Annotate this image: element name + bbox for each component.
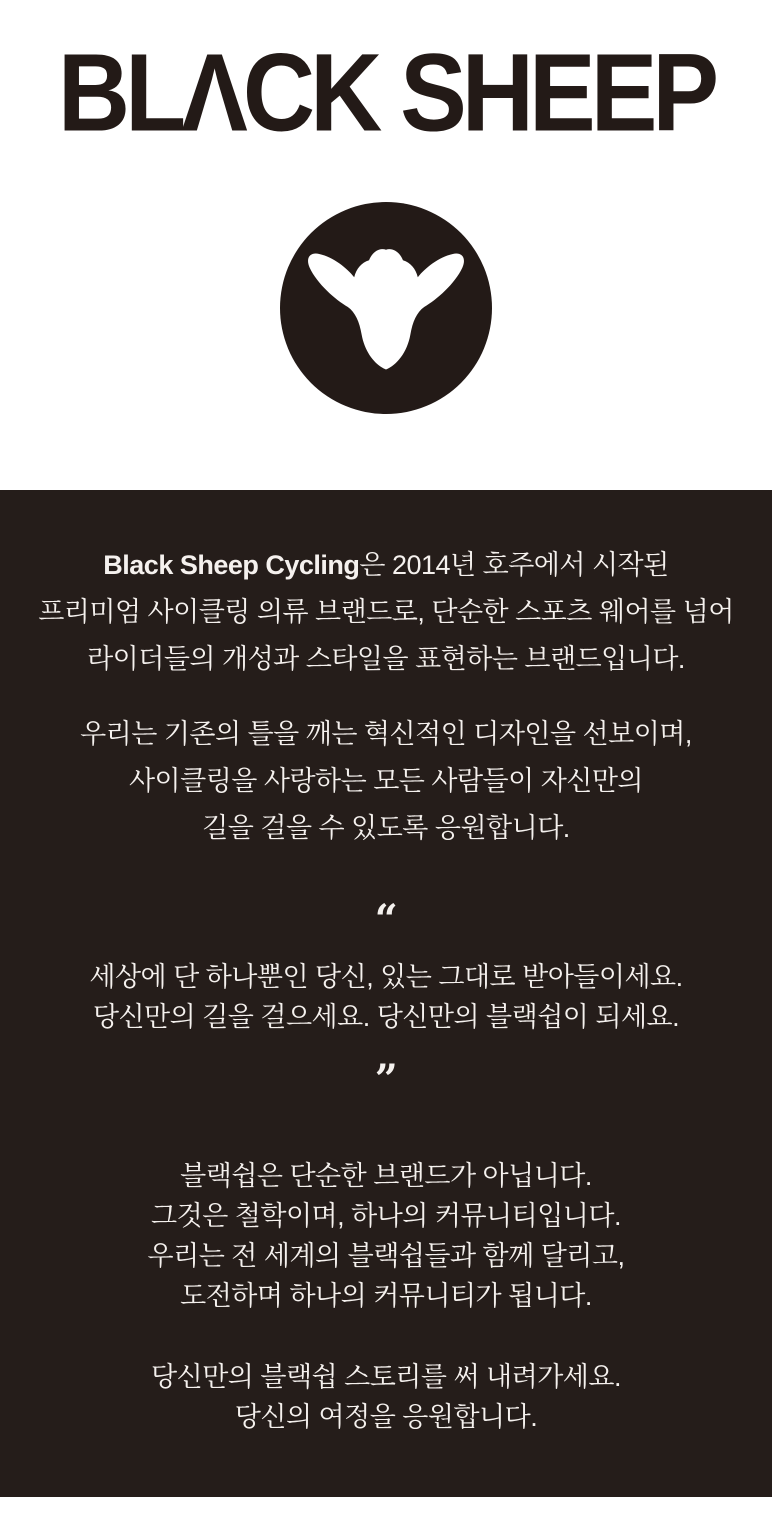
community-line-3: 우리는 전 세계의 블랙쉽들과 함께 달리고, bbox=[147, 1241, 625, 1271]
intro-paragraph bbox=[0, 542, 772, 683]
brand-header bbox=[0, 0, 772, 490]
sheep-head-icon bbox=[280, 401, 492, 418]
quote-close-mark-row bbox=[0, 1056, 772, 1103]
intro-line-1 bbox=[0, 542, 772, 589]
mission-line-2: 사이클링을 사랑하는 모든 사람들이 자신만의 bbox=[128, 766, 644, 796]
close-quote-icon: ” bbox=[374, 1056, 398, 1103]
closing-line-2: 당신의 여정을 응원합니다. bbox=[234, 1402, 538, 1432]
bottom-white-gap bbox=[0, 1497, 772, 1538]
closing-line-1: 당신만의 블랙쉽 스토리를 써 내려가세요. bbox=[151, 1362, 621, 1392]
brand-logo bbox=[0, 202, 772, 414]
intro-lead-bold: Black Sheep Cycling bbox=[103, 550, 360, 580]
mission-paragraph bbox=[0, 711, 772, 852]
open-quote-icon: “ bbox=[374, 896, 398, 943]
community-line-1: 블랙쉽은 단순한 브랜드가 아닙니다. bbox=[180, 1161, 592, 1191]
community-line-4: 도전하며 하나의 커뮤니티가 됩니다. bbox=[180, 1281, 592, 1311]
mission-line-1: 우리는 기존의 틀을 깨는 혁신적인 디자인을 선보이며, bbox=[80, 719, 692, 749]
quote-open-mark-row bbox=[0, 896, 772, 943]
intro-line-2: 프리미엄 사이클링 의류 브랜드로, 단순한 스포츠 웨어를 넘어 bbox=[38, 597, 734, 627]
community-paragraph bbox=[0, 1156, 772, 1316]
closing-paragraph bbox=[0, 1357, 772, 1437]
quote-paragraph bbox=[0, 957, 772, 1037]
quote-line-1: 세상에 단 하나뿐인 당신, 있는 그대로 받아들이세요. bbox=[89, 962, 683, 992]
intro-line-3: 라이더들의 개성과 스타일을 표현하는 브랜드입니다. bbox=[87, 644, 685, 674]
brand-story-section bbox=[0, 490, 772, 1497]
quote-line-2: 당신만의 길을 걸으세요. 당신만의 블랙쉽이 되세요. bbox=[92, 1002, 680, 1032]
brand-wordmark: BLΛCK SHEEP bbox=[57, 31, 715, 155]
community-line-2: 그것은 철학이며, 하나의 커뮤니티입니다. bbox=[151, 1201, 621, 1231]
intro-lead-rest: 은 2014년 호주에서 시작된 bbox=[359, 550, 669, 580]
mission-line-3: 길을 걸을 수 있도록 응원합니다. bbox=[202, 813, 570, 843]
